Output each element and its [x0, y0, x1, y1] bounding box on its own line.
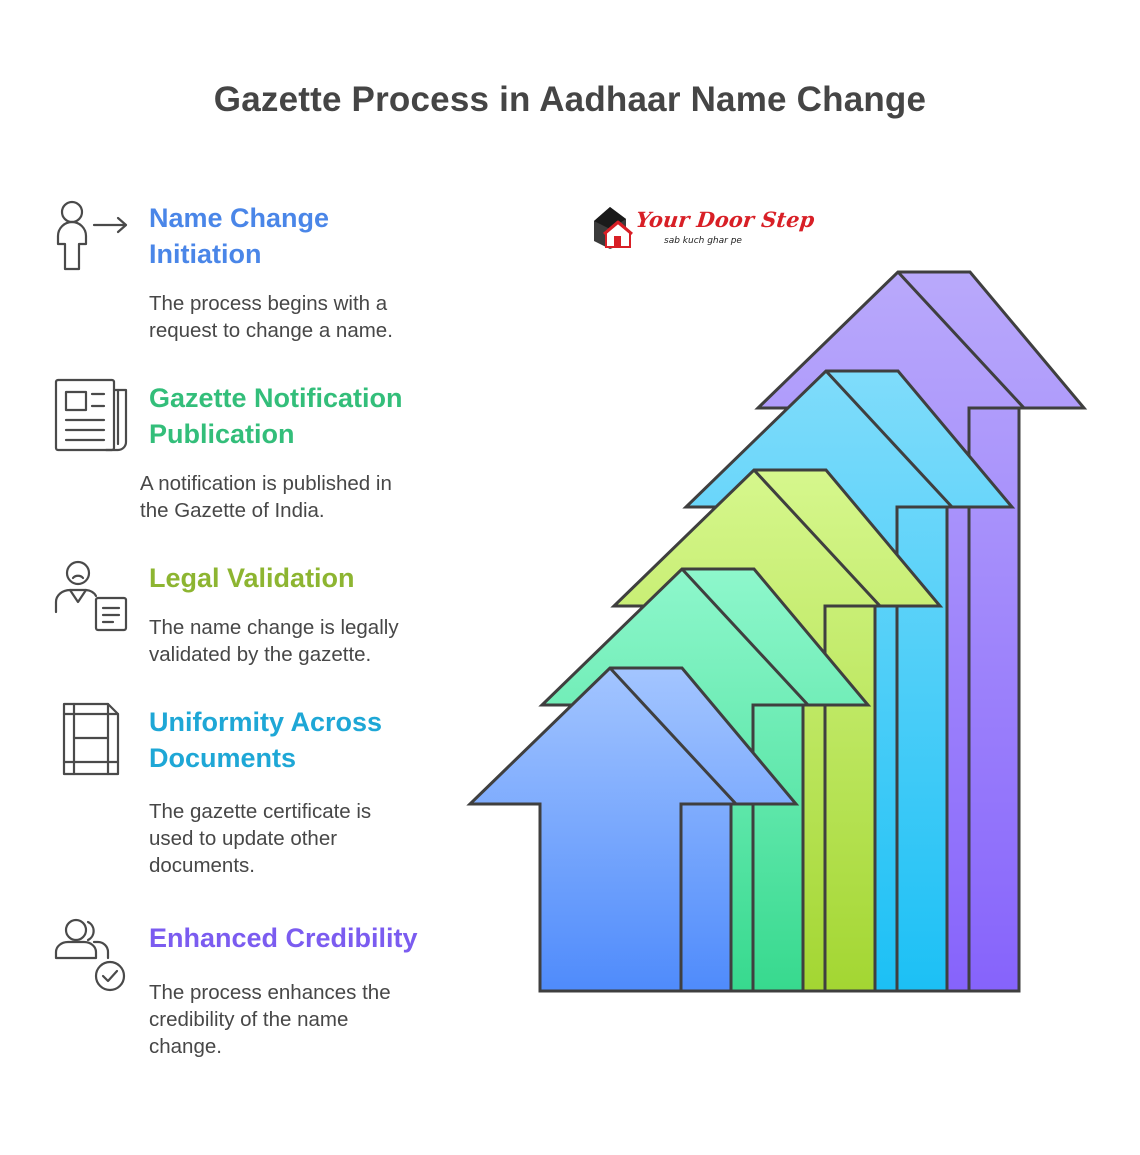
step-title-name-change-initiation: Name Change Initiation — [149, 203, 330, 269]
step-desc-enhanced-credibility: The process enhances the credibility of the name change. — [149, 981, 391, 1058]
logo-tagline: sab kuch ghar pe — [664, 236, 742, 246]
step-title-enhanced-credibility: Enhanced Credibility — [149, 923, 418, 953]
logo-wordmark: Your Door Step — [634, 207, 816, 232]
step-title-uniformity-across-documents: Uniformity Across Documents — [149, 707, 383, 773]
step-desc-name-change-initiation: The process begins with a request to change a name. — [149, 292, 393, 342]
step-desc-uniformity-across-documents: The gazette certificate is used to update other documents. — [149, 800, 372, 877]
step-desc-legal-validation: The name change is legally validated by the gazette. — [149, 616, 399, 666]
step-title-gazette-notification-publication: Gazette Notification Publication — [149, 383, 403, 449]
step-title-legal-validation: Legal Validation — [149, 563, 355, 593]
page-title: Gazette Process in Aadhaar Name Change — [213, 80, 927, 119]
step-desc-gazette-notification-publication: A notification is published in the Gazette of India. — [140, 472, 392, 522]
